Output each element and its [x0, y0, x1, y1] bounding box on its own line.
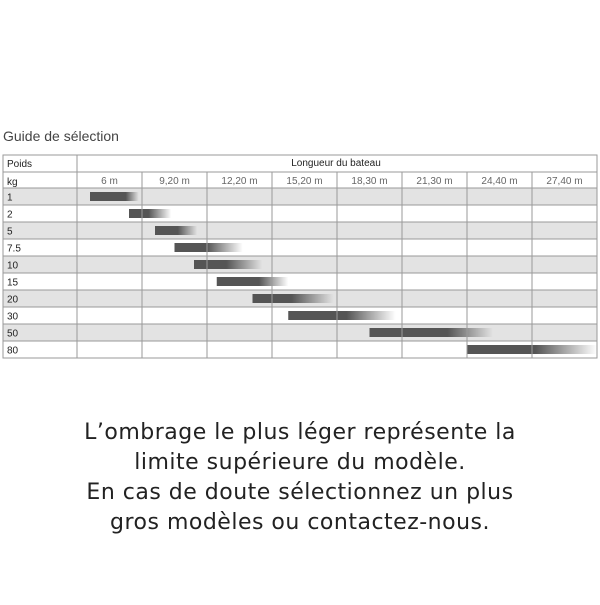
- caption-line-2: limite supérieure du modèle.: [134, 450, 466, 475]
- range-bar: [129, 209, 171, 218]
- row-label: 5: [7, 226, 13, 238]
- row-band: [3, 222, 597, 239]
- row-label: 7.5: [7, 243, 21, 255]
- guide-title: Guide de sélection: [3, 128, 119, 144]
- column-label: 6 m: [101, 176, 118, 187]
- row-label: 15: [7, 277, 19, 289]
- row-band: [3, 324, 597, 341]
- range-bar: [217, 277, 289, 286]
- caption-line-4: gros modèles ou contactez-nous.: [110, 510, 490, 535]
- caption-line-3: En cas de doute sélectionnez un plus: [86, 480, 514, 505]
- kg-header: kg: [7, 177, 18, 188]
- row-label: 20: [7, 294, 19, 306]
- range-bar: [194, 260, 262, 269]
- column-label: 21,30 m: [416, 176, 453, 187]
- row-label: 10: [7, 260, 19, 272]
- caption-line-1: L’ombrage le plus léger représente la: [84, 420, 516, 445]
- column-label: 9,20 m: [159, 176, 190, 187]
- range-bar: [155, 226, 197, 235]
- column-label: 18,30 m: [351, 176, 388, 187]
- row-label: 1: [7, 192, 13, 204]
- column-header: Longueur du bateau: [291, 158, 381, 169]
- range-bar: [90, 192, 139, 201]
- column-label: 24,40 m: [481, 176, 518, 187]
- row-band: [3, 256, 597, 273]
- column-label: 12,20 m: [221, 176, 258, 187]
- row-label: 50: [7, 328, 19, 340]
- row-label: 2: [7, 209, 13, 221]
- poids-header: Poids: [7, 159, 33, 170]
- column-label: 27,40 m: [546, 176, 583, 187]
- range-bar: [175, 243, 243, 252]
- range-bar: [288, 311, 395, 320]
- caption: [0, 418, 600, 538]
- column-label: 15,20 m: [286, 176, 323, 187]
- range-bar: [253, 294, 334, 303]
- row-label: 80: [7, 345, 19, 357]
- row-label: 30: [7, 311, 19, 323]
- range-bar: [370, 328, 494, 337]
